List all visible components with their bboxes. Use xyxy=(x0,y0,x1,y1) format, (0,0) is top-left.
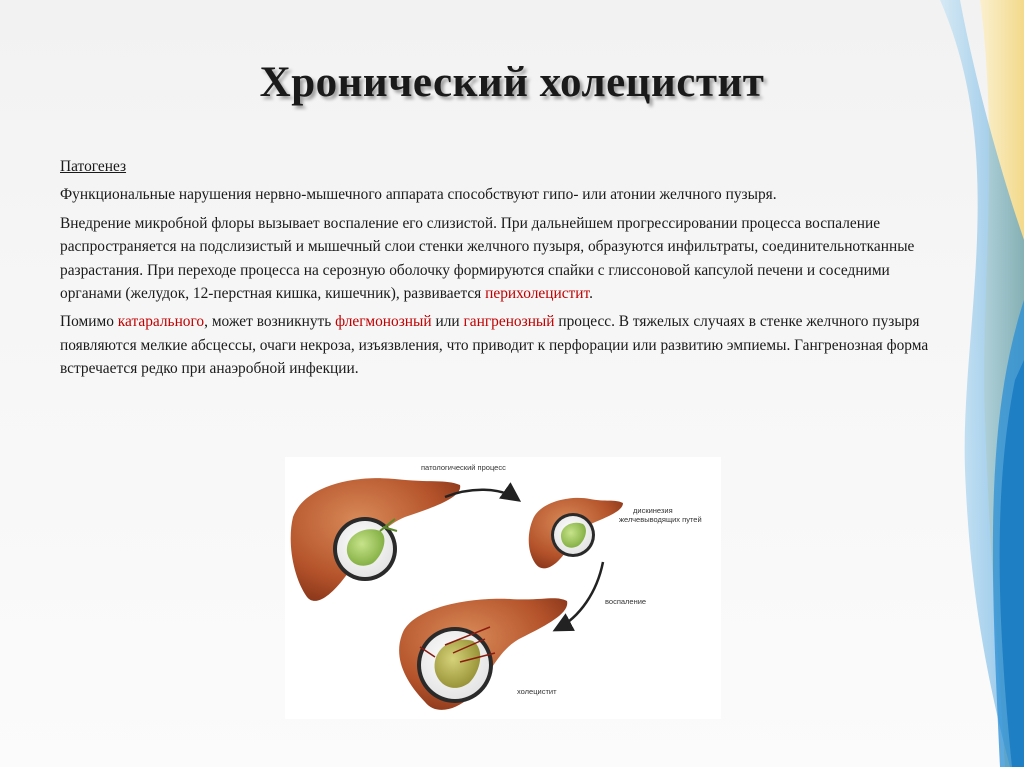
heading-text: Патогенез xyxy=(60,158,127,175)
pathogenesis-figure xyxy=(285,457,721,719)
arrow-to-inflammation xyxy=(557,562,603,629)
paragraph-3-c: или xyxy=(431,313,464,331)
paragraph-3-b: , может возникнуть xyxy=(204,313,336,331)
liver-healthy-icon xyxy=(291,478,461,601)
paragraph-2-end: . xyxy=(589,285,593,303)
liver-dyskinesia-icon xyxy=(529,498,623,568)
term-pericholecystitis: перихолецистит xyxy=(485,285,590,303)
paragraph-3-d: процесс. В тяжелых случаях в стенке желчного пузыря появляются мелкие абсцессы, очаги некроза, изъязвления, что приводит к перфорации или развитию эмпиемы. Гангренозная форма встречается редко при анаэробной инфекции. xyxy=(60,313,929,378)
paragraph-3 xyxy=(60,310,940,380)
label-cholecystitis: холецистит xyxy=(517,687,557,696)
paragraph-3-a: Помимо xyxy=(60,313,118,331)
paragraph-2-text: Внедрение микробной флоры вызывает воспаление его слизистой. При дальнейшем прогрессировании процесса воспаление распространяется на подслизистый и мышечный слои стенки желчного пузыря, образуются инфильтраты, соединительнотканные разрастания. При переходе процесса на серозную оболочку формируются спайки с глиссоновой капсулой печени и соседними органами (желудок, 12-перстная кишка, кишечник), развивается xyxy=(60,214,915,303)
paragraph-2 xyxy=(60,212,940,306)
term-gangrenous: гангренозный xyxy=(463,313,555,331)
slide-title: Хронический холецистит xyxy=(259,59,765,106)
label-dyskinesia-line2: желчевыводящих путей xyxy=(619,515,702,524)
term-phlegmonous: флегмонозный xyxy=(335,313,432,331)
section-heading xyxy=(60,155,940,178)
label-pathological-process: патологический процесс xyxy=(421,463,506,472)
figure-illustration xyxy=(285,457,721,719)
paragraph-1: Функциональные нарушения нервно-мышечного аппарата способствуют гипо- или атонии желчного пузыря. xyxy=(60,186,777,204)
term-catarrhal: катарального xyxy=(117,313,205,331)
label-dyskinesia-line1: дискинезия xyxy=(633,506,673,515)
slide-body xyxy=(60,155,940,386)
label-inflammation: воспаление xyxy=(605,597,647,606)
